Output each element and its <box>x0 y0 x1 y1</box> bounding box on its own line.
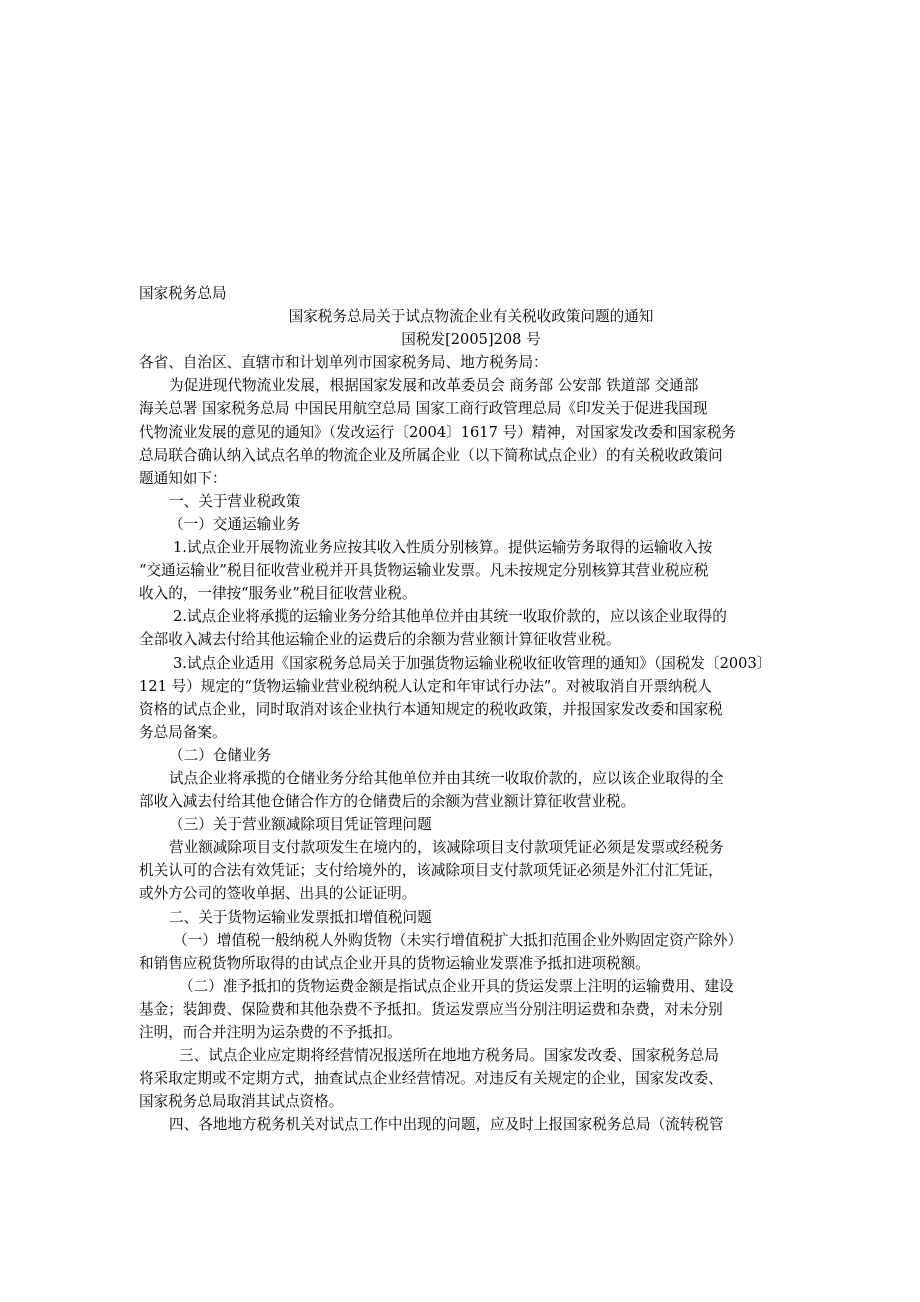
section-heading: 一、关于营业税政策 <box>169 492 301 510</box>
paragraph-line: 注明，而合并注明为运杂费的不予抵扣。 <box>139 1024 402 1041</box>
paragraph-line: 代物流业发展的意见的通知》（发改运行〔2004〕1617 号）精神，对国家发改委和国家税务 <box>139 423 736 441</box>
paragraph-line: 部收入减去付给其他仓储合作方的仓储费后的余额为营业额计算征收营业税。 <box>139 793 636 811</box>
subsection-heading: （二）仓储业务 <box>169 746 272 764</box>
paragraph-line: 121 号）规定的“货物运输业营业税纳税人认定和年审试行办法”。对被取消自开票纳税人 <box>139 677 712 695</box>
paragraph-line: 务总局备案。 <box>139 723 227 741</box>
paragraph-line: 2.试点企业将承揽的运输业务分给其他单位并由其统一收取价款的，应以该企业取得的 <box>173 608 727 626</box>
issuer: 国家税务总局 <box>139 285 227 302</box>
paragraph-line: 全部收入减去付给其他运输企业的运费后的余额为营业额计算征收营业税。 <box>139 631 621 649</box>
document-number: 国税发[2005]208 号 <box>401 331 541 349</box>
paragraph-line: 1.试点企业开展物流业务应按其收入性质分别核算。提供运输劳务取得的运输收入按 <box>173 539 713 557</box>
paragraph-line: 为促进现代物流业发展，根据国家发展和改革委员会 商务部 公安部 铁道部 交通部 <box>169 377 699 395</box>
section-heading: 二、关于货物运输业发票抵扣增值税问题 <box>169 908 432 926</box>
paragraph-line: 营业额减除项目支付款项发生在境内的，该减除项目支付款项凭证必须是发票或经税务 <box>169 839 724 857</box>
paragraph-line: 基金；装卸费、保险费和其他杂费不予抵扣。货运发票应当分别注明运费和杂费，对未分别 <box>139 1000 723 1018</box>
paragraph-line: （一）增值税一般纳税人外购货物（未实行增值税扩大抵扣范围企业外购固定资产除外） <box>173 931 743 949</box>
section-heading: 三、试点企业应定期将经营情况报送所在地地方税务局。国家发改委、国家税务总局 <box>179 1047 719 1065</box>
recipients: 各省、自治区、直辖市和计划单列市国家税务局、地方税务局： <box>139 354 548 372</box>
paragraph-line: 资格的试点企业，同时取消对该企业执行本通知规定的税收政策，并报国家发改委和国家税 <box>139 700 723 718</box>
paragraph-line: 题通知如下： <box>139 469 227 487</box>
paragraph-line: 海关总署 国家税务总局 中国民用航空总局 国家工商行政管理总局《印发关于促进我国现 <box>139 400 708 418</box>
paragraph-line: 试点企业将承揽的仓储业务分给其他单位并由其统一收取价款的，应以该企业取得的全 <box>169 769 724 787</box>
subsection-heading: （一）交通运输业务 <box>169 515 301 533</box>
document-title: 国家税务总局关于试点物流企业有关税收政策问题的通知 <box>288 308 654 326</box>
paragraph-line: 或外方公司的签收单据、出具的公证证明。 <box>139 885 417 903</box>
paragraph-line: 收入的，一律按“服务业”税目征收营业税。 <box>139 585 417 603</box>
paragraph-line: 机关认可的合法有效凭证；支付给境外的，该减除项目支付款项凭证必须是外汇付汇凭证， <box>139 862 723 880</box>
paragraph-line: 将采取定期或不定期方式，抽查试点企业经营情况。对违反有关规定的企业，国家发改委、 <box>139 1070 723 1088</box>
document-body <box>139 282 803 1136</box>
paragraph-line: 总局联合确认纳入试点名单的物流企业及所属企业（以下简称试点企业）的有关税收政策问 <box>139 446 723 464</box>
paragraph-line: “交通运输业”税目征收营业税并开具货物运输业发票。凡未按规定分别核算其营业税应税 <box>139 562 709 580</box>
subsection-heading: （三）关于营业额减除项目凭证管理问题 <box>169 816 432 834</box>
paragraph-line: 3.试点企业适用《国家税务总局关于加强货物运输业税收征收管理的通知》（国税发〔2003〕 <box>173 654 772 672</box>
paragraph-line: 国家税务总局取消其试点资格。 <box>139 1093 344 1111</box>
paragraph-line: 和销售应税货物所取得的由试点企业开具的货物运输业发票准予抵扣进项税额。 <box>139 954 650 972</box>
section-heading: 四、各地地方税务机关对试点工作中出现的问题，应及时上报国家税务总局（流转税管 <box>169 1116 724 1134</box>
paragraph-line: （二）准予抵扣的货物运费金额是指试点企业开具的货运发票上注明的运输费用、建设 <box>179 977 734 995</box>
